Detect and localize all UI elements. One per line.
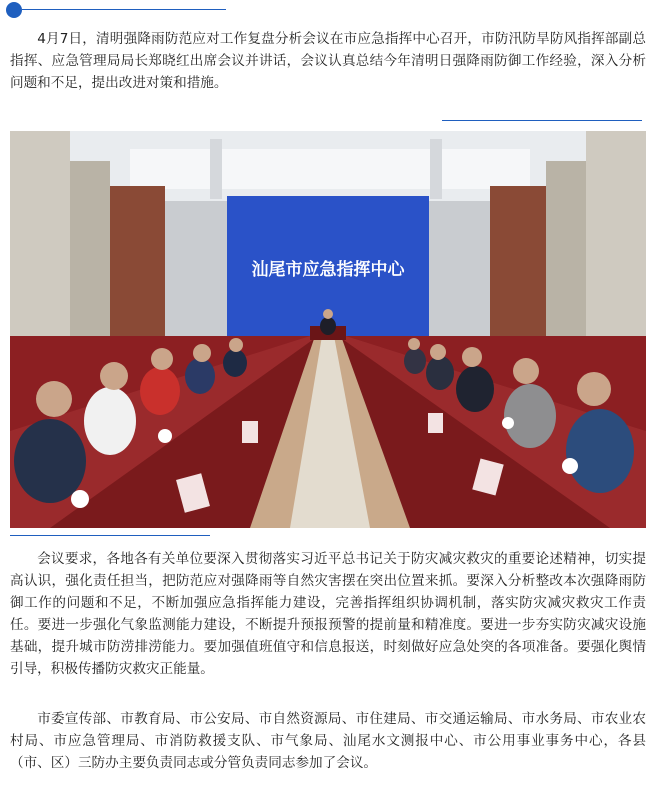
divider-line-lower [10, 535, 210, 536]
header-decoration [0, 0, 656, 20]
article-paragraph-intro: 4月7日，清明强降雨防范应对工作复盘分析会议在市应急指挥中心召开，市防汛防旱防风指挥部副总指挥、应急管理局局长郑晓红出席会议并讲话，会议认真总结今年清明日强降雨防御工作经验，深入分析问题和不足，提出改进对策和措施。 [10, 31, 646, 91]
article-paragraph-requirements: 会议要求，各地各有关单位要深入贯彻落实习近平总书记关于防灾减灾救灾的重要论述精神，切实提高认识，强化责任担当，把防范应对强降雨等自然灾害摆在突出位置来抓。要深入分析整改本次强降雨防御工作的问题和不足，不断加强应急指挥能力建设，完善指挥组织协调机制，落实防灾减灾救灾工作责任。要进一步强化气象监测能力建设，不断提升预报预警的提前量和精准度。要进一步夯实防灾减灾设施基础，提升城市防涝排涝能力。要加强值班值守和信息报送，时刻做好应急处突的各项准备。要强化舆情引导，积极传播防灾救灾正能量。 [10, 551, 646, 677]
article-paragraph-attendees: 市委宣传部、市教育局、市公安局、市自然资源局、市住建局、市交通运输局、市水务局、市农业农村局、市应急管理局、市消防救援支队、市气象局、汕尾水文测报中心、市公用事业事务中心，各县（市、区）三防办主要负责同志或分管负责同志参加了会议。 [10, 711, 646, 771]
meeting-photo [10, 131, 646, 528]
wall-sign-text: 汕尾市应急指挥中心 [251, 260, 405, 280]
divider-line [442, 120, 642, 121]
decoration-line [22, 9, 226, 10]
decoration-dot-icon [6, 2, 22, 18]
